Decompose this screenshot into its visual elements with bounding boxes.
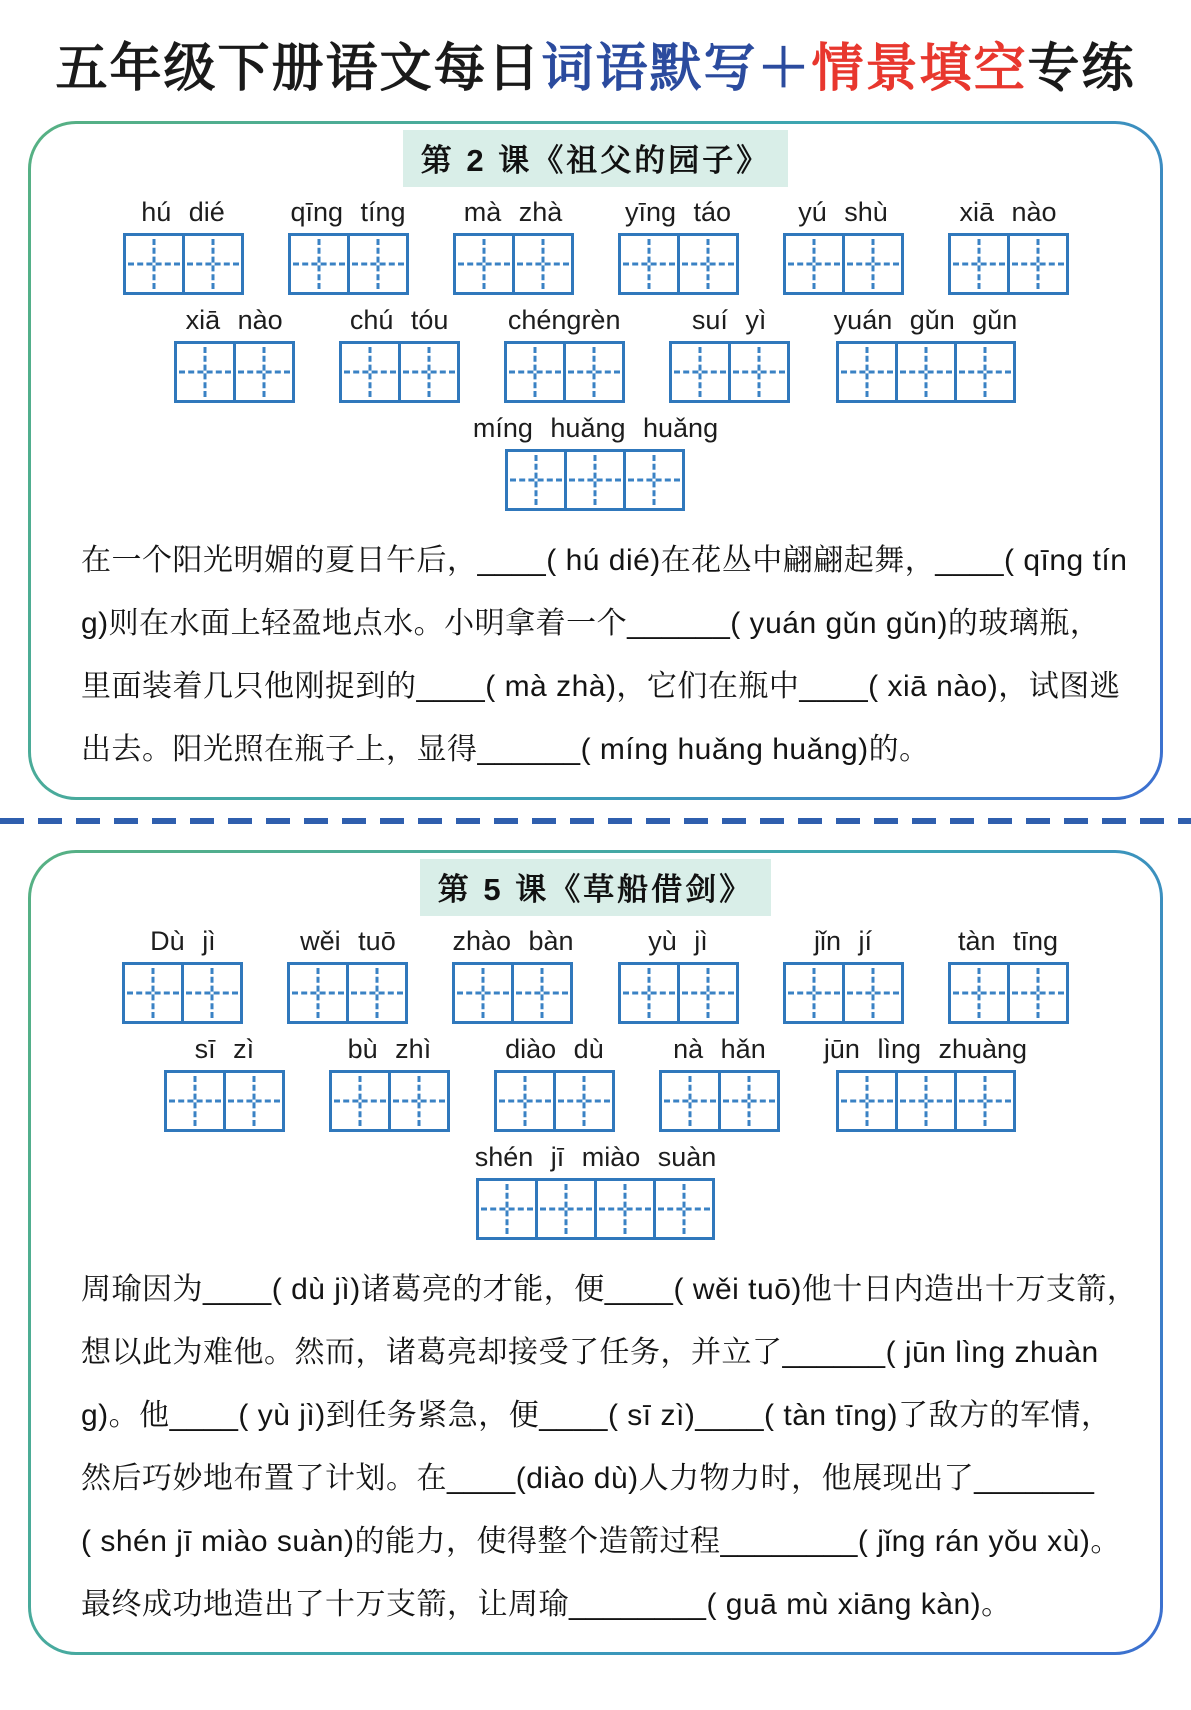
title-part-1: 五年级下册语文每日 bbox=[55, 40, 542, 98]
grid-cell bbox=[288, 233, 350, 295]
writing-grid bbox=[339, 341, 460, 403]
writing-grid bbox=[505, 449, 685, 511]
paragraph-line: 出去。阳光照在瓶子上，显得______( míng huǎng huǎng)的。 bbox=[81, 733, 930, 766]
writing-grid bbox=[174, 341, 295, 403]
pinyin-label: suí yì bbox=[691, 305, 767, 335]
grid-cell bbox=[836, 1070, 898, 1132]
writing-grid bbox=[783, 233, 904, 295]
grid-cell bbox=[182, 233, 244, 295]
paragraph-line: 周瑜因为____( dù jì)诸葛亮的才能，便____( wěi tuō)他十日内造出十万支箭， bbox=[81, 1273, 1138, 1306]
grid-cell bbox=[233, 341, 295, 403]
grid-cell bbox=[653, 1178, 715, 1240]
grid-cell bbox=[623, 449, 685, 511]
pinyin-label: sī zì bbox=[194, 1034, 255, 1064]
grid-cell bbox=[948, 233, 1010, 295]
word-block bbox=[164, 1034, 285, 1132]
grid-cell bbox=[1007, 962, 1069, 1024]
page-title bbox=[10, 26, 1181, 101]
section-2-word-grid-area bbox=[31, 926, 1160, 1240]
grid-cell bbox=[594, 1178, 656, 1240]
grid-cell bbox=[718, 1070, 780, 1132]
pinyin-label: yīng táo bbox=[624, 197, 732, 227]
writing-grid bbox=[618, 962, 739, 1024]
word-block bbox=[287, 926, 408, 1024]
grid-cell bbox=[836, 341, 898, 403]
grid-cell bbox=[895, 1070, 957, 1132]
section-2-header-wrap bbox=[31, 859, 1160, 916]
pinyin-label: zhào bàn bbox=[452, 926, 574, 956]
title-part-4: 专练 bbox=[1027, 40, 1136, 98]
word-block bbox=[659, 1034, 780, 1132]
section-2-fill-in-paragraph bbox=[31, 1250, 1160, 1636]
dashed-separator bbox=[0, 818, 1191, 824]
word-row bbox=[31, 1034, 1160, 1132]
pinyin-label: chú tóu bbox=[349, 305, 449, 335]
lesson-box-2-inner bbox=[31, 853, 1160, 1652]
grid-cell bbox=[512, 233, 574, 295]
pinyin-label: yuán gǔn gǔn bbox=[833, 305, 1018, 335]
paragraph-line: g)则在水面上轻盈地点水。小明拿着一个______( yuán gǔn gǔn)的玻璃瓶， bbox=[81, 607, 1101, 640]
word-row bbox=[31, 1142, 1160, 1240]
word-block bbox=[329, 1034, 450, 1132]
grid-cell bbox=[339, 341, 401, 403]
section-2-header: 第 5 课《草船借剑》 bbox=[420, 859, 771, 916]
writing-grid bbox=[287, 962, 408, 1024]
title-part-2: 词语默写＋ bbox=[541, 40, 812, 98]
writing-grid bbox=[329, 1070, 450, 1132]
grid-cell bbox=[347, 233, 409, 295]
word-row bbox=[31, 926, 1160, 1024]
word-row bbox=[31, 413, 1160, 511]
pinyin-label: jǐn jí bbox=[814, 926, 873, 956]
grid-cell bbox=[677, 233, 739, 295]
word-block bbox=[669, 305, 790, 403]
grid-cell bbox=[618, 962, 680, 1024]
grid-cell bbox=[452, 962, 514, 1024]
pinyin-label: xiā nào bbox=[959, 197, 1057, 227]
writing-grid bbox=[494, 1070, 615, 1132]
writing-grid bbox=[659, 1070, 780, 1132]
pinyin-label: tàn tīng bbox=[958, 926, 1059, 956]
writing-grid bbox=[453, 233, 574, 295]
word-block bbox=[783, 926, 904, 1024]
grid-cell bbox=[783, 233, 845, 295]
word-row bbox=[31, 305, 1160, 403]
pinyin-label: shén jī miào suàn bbox=[474, 1142, 717, 1172]
writing-grid bbox=[836, 1070, 1016, 1132]
grid-cell bbox=[181, 962, 243, 1024]
writing-grid bbox=[948, 233, 1069, 295]
grid-cell bbox=[122, 962, 184, 1024]
grid-cell bbox=[669, 341, 731, 403]
word-block bbox=[453, 197, 574, 295]
writing-grid bbox=[123, 233, 244, 295]
pinyin-label: jūn lìng zhuàng bbox=[823, 1034, 1028, 1064]
word-block bbox=[618, 926, 739, 1024]
word-block bbox=[473, 413, 718, 511]
grid-cell bbox=[329, 1070, 391, 1132]
grid-cell bbox=[842, 233, 904, 295]
grid-cell bbox=[123, 233, 185, 295]
grid-cell bbox=[948, 962, 1010, 1024]
pinyin-label: qīng tíng bbox=[290, 197, 406, 227]
paragraph-line: 在一个阳光明媚的夏日午后，____( hú dié)在花丛中翩翩起舞，____( qīng tín bbox=[81, 544, 1128, 577]
grid-cell bbox=[618, 233, 680, 295]
writing-grid bbox=[164, 1070, 285, 1132]
pinyin-label: yú shù bbox=[798, 197, 888, 227]
pinyin-label: yù jì bbox=[648, 926, 708, 956]
grid-cell bbox=[287, 962, 349, 1024]
grid-cell bbox=[453, 233, 515, 295]
grid-cell bbox=[398, 341, 460, 403]
pinyin-label: xiā nào bbox=[185, 305, 283, 335]
lesson-box-2 bbox=[28, 850, 1163, 1655]
paragraph-line: 里面装着几只他刚捉到的____( mà zhà)，它们在瓶中____( xiā nào)，试图逃 bbox=[81, 670, 1121, 703]
worksheet-page bbox=[0, 26, 1191, 1655]
word-block bbox=[824, 1034, 1027, 1132]
section-1-fill-in-paragraph bbox=[31, 521, 1160, 781]
writing-grid bbox=[669, 341, 790, 403]
grid-cell bbox=[164, 1070, 226, 1132]
paragraph-line: 想以此为难他。然而，诸葛亮却接受了任务，并立了______( jūn lìng zhuàn bbox=[81, 1336, 1099, 1369]
paragraph-line: g)。他____( yù jì)到任务紧急，便____( sī zì)____( tàn tīng)了敌方的军情， bbox=[81, 1399, 1112, 1432]
lesson-box-1 bbox=[28, 121, 1163, 800]
grid-cell bbox=[504, 341, 566, 403]
word-block bbox=[339, 305, 460, 403]
grid-cell bbox=[553, 1070, 615, 1132]
grid-cell bbox=[223, 1070, 285, 1132]
word-block bbox=[122, 926, 243, 1024]
pinyin-label: bù zhì bbox=[347, 1034, 432, 1064]
paragraph-line: 最终成功地造出了十万支箭，让周瑜________( guā mù xiāng kàn)。 bbox=[81, 1588, 1012, 1621]
pinyin-label: mà zhà bbox=[463, 197, 563, 227]
section-1-header-wrap bbox=[31, 130, 1160, 187]
pinyin-label: nà hǎn bbox=[673, 1034, 766, 1064]
word-block bbox=[948, 197, 1069, 295]
pinyin-label: Dù jì bbox=[150, 926, 216, 956]
word-block bbox=[452, 926, 573, 1024]
writing-grid bbox=[504, 341, 625, 403]
writing-grid bbox=[476, 1178, 715, 1240]
paragraph-line: 然后巧妙地布置了计划。在____(diào dù)人力物力时，他展现出了_______ bbox=[81, 1462, 1095, 1495]
grid-cell bbox=[954, 341, 1016, 403]
paragraph-line: ( shén jī miào suàn)的能力，使得整个造箭过程________( jǐng rán yǒu xù)。 bbox=[81, 1525, 1121, 1558]
word-block bbox=[288, 197, 409, 295]
pinyin-label: hú dié bbox=[141, 197, 225, 227]
word-block bbox=[123, 197, 244, 295]
word-block bbox=[948, 926, 1069, 1024]
writing-grid bbox=[948, 962, 1069, 1024]
word-block bbox=[834, 305, 1018, 403]
grid-cell bbox=[511, 962, 573, 1024]
word-block bbox=[475, 1142, 717, 1240]
lesson-box-1-inner bbox=[31, 124, 1160, 797]
grid-cell bbox=[783, 962, 845, 1024]
grid-cell bbox=[476, 1178, 538, 1240]
grid-cell bbox=[535, 1178, 597, 1240]
word-block bbox=[494, 1034, 615, 1132]
grid-cell bbox=[346, 962, 408, 1024]
grid-cell bbox=[659, 1070, 721, 1132]
writing-grid bbox=[452, 962, 573, 1024]
grid-cell bbox=[1007, 233, 1069, 295]
section-1-word-grid-area bbox=[31, 197, 1160, 511]
grid-cell bbox=[388, 1070, 450, 1132]
section-1-header: 第 2 课《祖父的园子》 bbox=[403, 130, 788, 187]
writing-grid bbox=[836, 341, 1016, 403]
word-row bbox=[31, 197, 1160, 295]
pinyin-label: wěi tuō bbox=[300, 926, 396, 956]
grid-cell bbox=[677, 962, 739, 1024]
grid-cell bbox=[494, 1070, 556, 1132]
word-block bbox=[174, 305, 295, 403]
pinyin-label: diào dù bbox=[505, 1034, 604, 1064]
pinyin-label: chéngrèn bbox=[507, 305, 621, 335]
writing-grid bbox=[122, 962, 243, 1024]
writing-grid bbox=[783, 962, 904, 1024]
writing-grid bbox=[618, 233, 739, 295]
grid-cell bbox=[728, 341, 790, 403]
word-block bbox=[504, 305, 625, 403]
grid-cell bbox=[954, 1070, 1016, 1132]
title-part-3: 情景填空 bbox=[811, 40, 1028, 98]
word-block bbox=[618, 197, 739, 295]
word-block bbox=[783, 197, 904, 295]
grid-cell bbox=[563, 341, 625, 403]
grid-cell bbox=[842, 962, 904, 1024]
grid-cell bbox=[505, 449, 567, 511]
pinyin-label: míng huǎng huǎng bbox=[472, 413, 719, 443]
grid-cell bbox=[895, 341, 957, 403]
writing-grid bbox=[288, 233, 409, 295]
grid-cell bbox=[174, 341, 236, 403]
grid-cell bbox=[564, 449, 626, 511]
